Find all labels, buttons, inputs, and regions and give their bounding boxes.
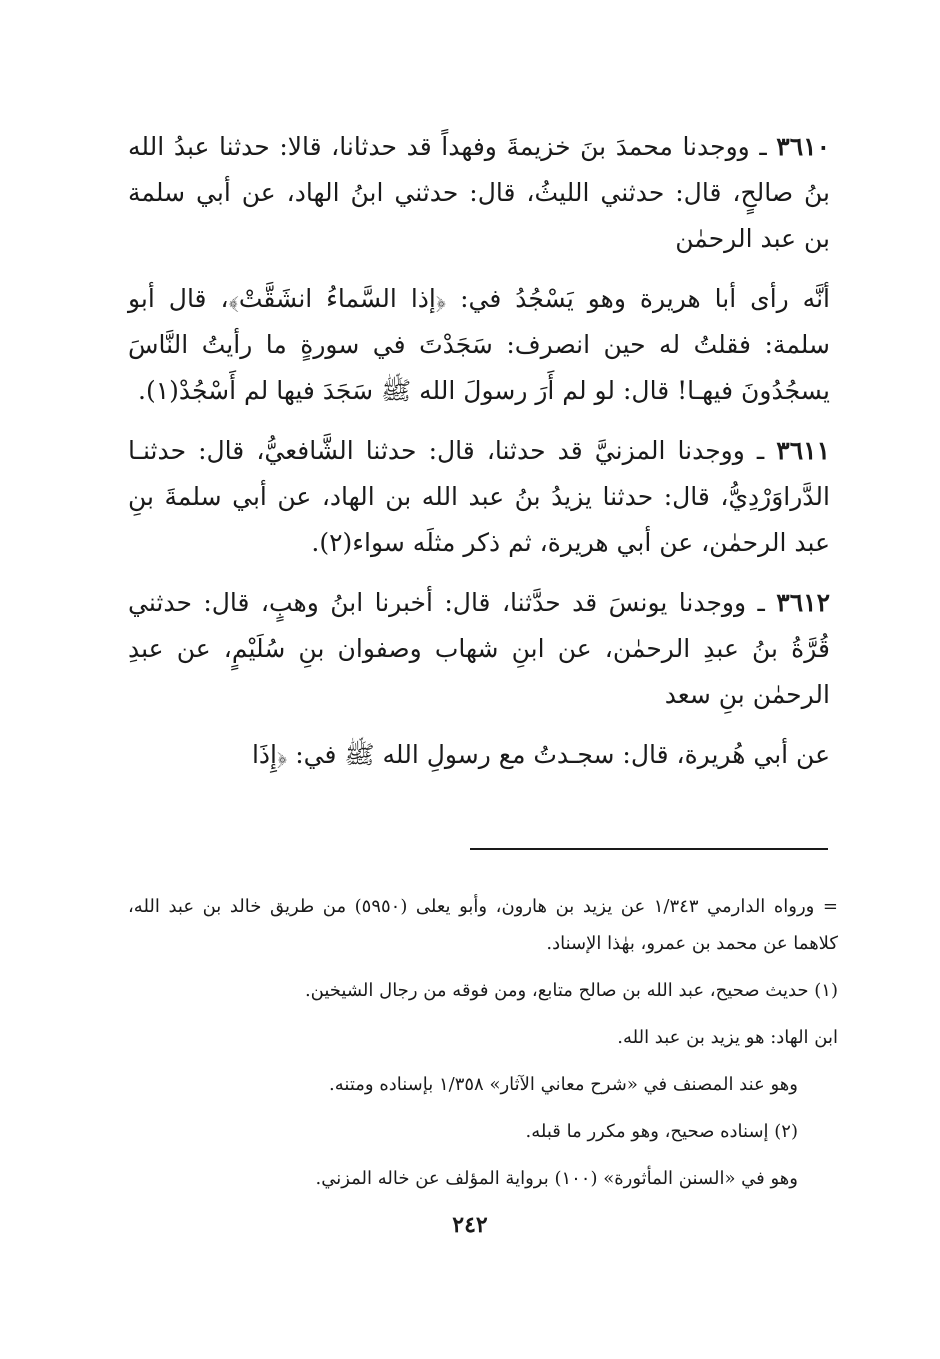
footnote-2: (٢) إسناده صحيح، وهو مكرر ما قبله. xyxy=(525,1121,798,1142)
footnote-1-source: وهو عند المصنف في «شرح معاني الآثار» ١/٣٥٨ بإسناده ومتنه. xyxy=(329,1074,798,1095)
paragraph-text: أنَّه رأى أبا هريرة وهو يَسْجُدُ في: ﴿إذا السَّماءُ انشَقَّتْ﴾، قال أبو سلمة: فقلتُ له حين انصرف: سَجَدْتَ في سورةٍ ما رأيتُ النَّاسَ يسجُدُونَ فيهـا! قال: لو لم أَرَ رسولَ الله ﷺ سَجَدَ فيها لم أَسْجُدْ(١). xyxy=(128,284,830,405)
hadith-paragraph-3612 xyxy=(128,580,830,718)
page-number: ٢٤٢ xyxy=(452,1212,488,1238)
paragraph-text: ـ ووجدنا المزنيَّ قد حدثنا، قال: حدثنا الشَّافعيُّ، قال: حدثنـا الدَّراوَرْدِيُّ، قال: حدثنا يزيدُ بنُ عبد الله بن الهاد، عن أبي سلمةَ بنِ عبد الرحمٰن، عن أبي هريرة، ثم ذكر مثلَه سواء(٢). xyxy=(128,436,830,557)
hadith-number: ٣٦١١ xyxy=(776,436,830,465)
hadith-matn-paragraph xyxy=(128,732,830,778)
main-text xyxy=(128,124,830,792)
paragraph-text: عن أبي هُريرة، قال: سجـدتُ مع رسولِ الله ﷺ في: ﴿إِذَا xyxy=(251,740,830,769)
paragraph-text: ـ ووجدنا محمدَ بنَ خزيمةَ وفهداً قد حدثانا، قالا: حدثنا عبدُ الله بنُ صالحٍ، قال: حدثني الليثُ، قال: حدثني ابنُ الهاد، عن أبي سلمة بن عبد الرحمٰن xyxy=(128,132,830,253)
hadith-paragraph-3610 xyxy=(128,124,830,262)
hadith-matn-paragraph xyxy=(128,276,830,414)
footnote-2-source: وهو في «السنن المأثورة» (١٠٠) برواية المؤلف عن خاله المزني. xyxy=(315,1168,798,1189)
footnote-separator xyxy=(470,848,828,850)
hadith-paragraph-3611 xyxy=(128,428,830,566)
footnotes xyxy=(128,888,838,1207)
footnote-continuation: = ورواه الدارمي ١/٣٤٣ عن يزيد بن هارون، وأبو يعلى (٥٩٥٠) من طريق خالد بن عبد الله، كلاهما عن محمد بن عمرو، بهٰذا الإسناد. xyxy=(128,896,838,954)
footnote-1: (١) حديث صحيح، عبد الله بن صالح متابع، ومن فوقه من رجال الشيخين. xyxy=(304,980,838,1001)
hadith-number: ٣٦١٠ xyxy=(776,132,830,161)
paragraph-text: ـ ووجدنا يونسَ قد حدَّثنا، قال: أخبرنا ابنُ وهبٍ، قال: حدثني قُرَّةُ بنُ عبدِ الرحمٰن، عن ابنِ شهاب وصفوان بنِ سُلَيْمٍ، عن عبدِ الرحمٰن بنِ سعد xyxy=(128,588,830,709)
footnote-1-note: ابن الهاد: هو يزيد بن عبد الله. xyxy=(617,1027,838,1048)
hadith-number: ٣٦١٢ xyxy=(776,588,830,617)
